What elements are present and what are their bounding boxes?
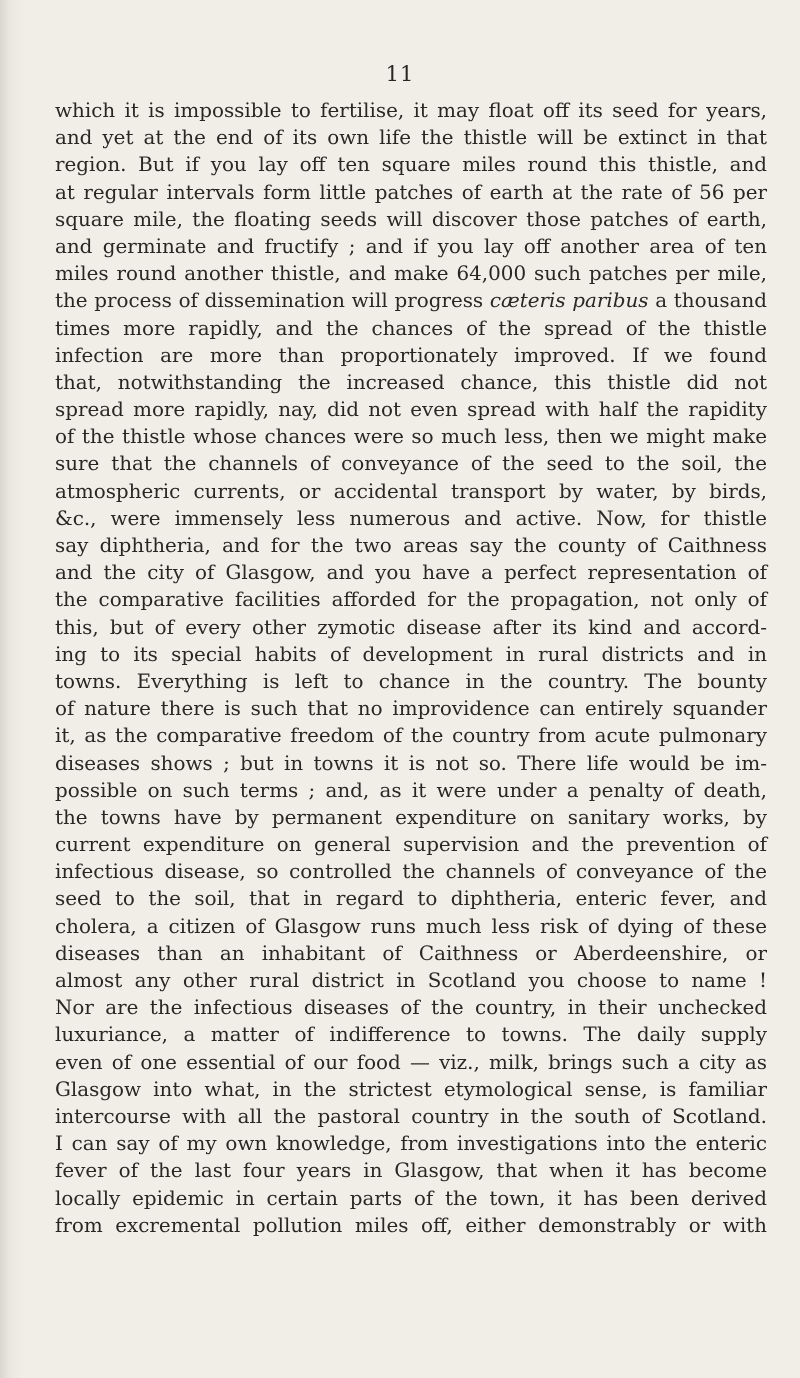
page-number: 11 [385,62,415,86]
text-line: the process of dissemination will progress cæteris paribus a thousand [55,289,768,313]
text-line: at regular intervals form little patches of earth at the rate of 56 per [55,180,767,204]
text-line: the comparative facilities afforded for the propagation, not only of [55,588,767,612]
text-line: region. But if you lay off ten square miles round this thistle, and [55,153,767,177]
text-line: Nor are the infectious diseases of the country, in their unchecked [55,996,767,1020]
text-line: of the thistle whose chances were so much less, then we might make [55,425,767,449]
text-line: sure that the channels of conveyance of the seed to the soil, the [55,452,767,476]
text-line: infectious disease, so controlled the channels of conveyance of the [55,860,767,884]
text-line: locally epidemic in certain parts of the town, it has been derived [55,1186,767,1210]
text-line: spread more rapidly, nay, did not even spread with half the rapidity [55,398,767,422]
text-line: and germinate and fructify ; and if you lay off another area of ten [55,234,767,258]
text-line: luxuriance, a matter of indifference to towns. The daily supply [55,1023,767,1047]
text-line: times more rapidly, and the chances of the spread of the thistle [55,316,767,340]
text-line: I can say of my own knowledge, from investigations into the enteric [55,1132,767,1156]
text-line: Glasgow into what, in the strictest etymological sense, is familiar [55,1077,767,1101]
text-line: cholera, a citizen of Glasgow runs much less risk of dying of these [55,914,767,938]
text-line: diseases than an inhabitant of Caithness or Aberdeenshire, or [55,941,767,965]
text-line: which it is impossible to fertilise, it may float off its seed for years, [55,99,767,122]
text-line: ing to its special habits of development in rural districts and in [55,642,767,666]
text-line: atmospheric currents, or accidental transport by water, by birds, [55,479,767,503]
text-line: it, as the comparative freedom of the country from acute pulmonary [55,724,767,748]
text-line: from excremental pollution miles off, either demonstrably or with [55,1213,767,1237]
body-text [55,97,767,1239]
text-line: fever of the last four years in Glasgow, that when it has become [55,1159,767,1183]
text-line: this, but of every other zymotic disease after its kind and accord- [55,615,767,639]
text-line: and the city of Glasgow, and you have a perfect representation of [55,561,767,585]
text-line: and yet at the end of its own life the thistle will be extinct in that [55,126,767,150]
text-line: say diphtheria, and for the two areas say the county of Caithness [55,534,767,557]
text-line: infection are more than proportionately improved. If we found [55,343,767,367]
text-line: towns. Everything is left to chance in the country. The bounty [55,669,767,693]
text-line: even of one essential of our food — viz., milk, brings such a city as [55,1050,767,1074]
text-line: almost any other rural district in Scotland you choose to name ! [55,969,767,992]
text-line: of nature there is such that no improvidence can entirely squander [55,697,767,721]
text-line: current expenditure on general supervision and the prevention of [55,833,767,857]
text-line: square mile, the floating seeds will discover those patches of earth, [55,207,767,231]
text-line: &c., were immensely less numerous and active. Now, for thistle [55,506,767,530]
text-line: intercourse with all the pastoral country in the south of Scotland. [55,1104,767,1128]
text-line: seed to the soil, that in regard to diphtheria, enteric fever, and [55,887,767,911]
text-line: diseases shows ; but in towns it is not so. There life would be im- [55,751,767,775]
text-line: that, notwithstanding the increased chance, this thistle did not [55,370,767,394]
text-line: possible on such terms ; and, as it were under a penalty of death, [55,778,767,802]
text-line: the towns have by permanent expenditure on sanitary works, by [55,805,767,829]
text-line: miles round another thistle, and make 64,000 such patches per mile, [55,262,767,286]
